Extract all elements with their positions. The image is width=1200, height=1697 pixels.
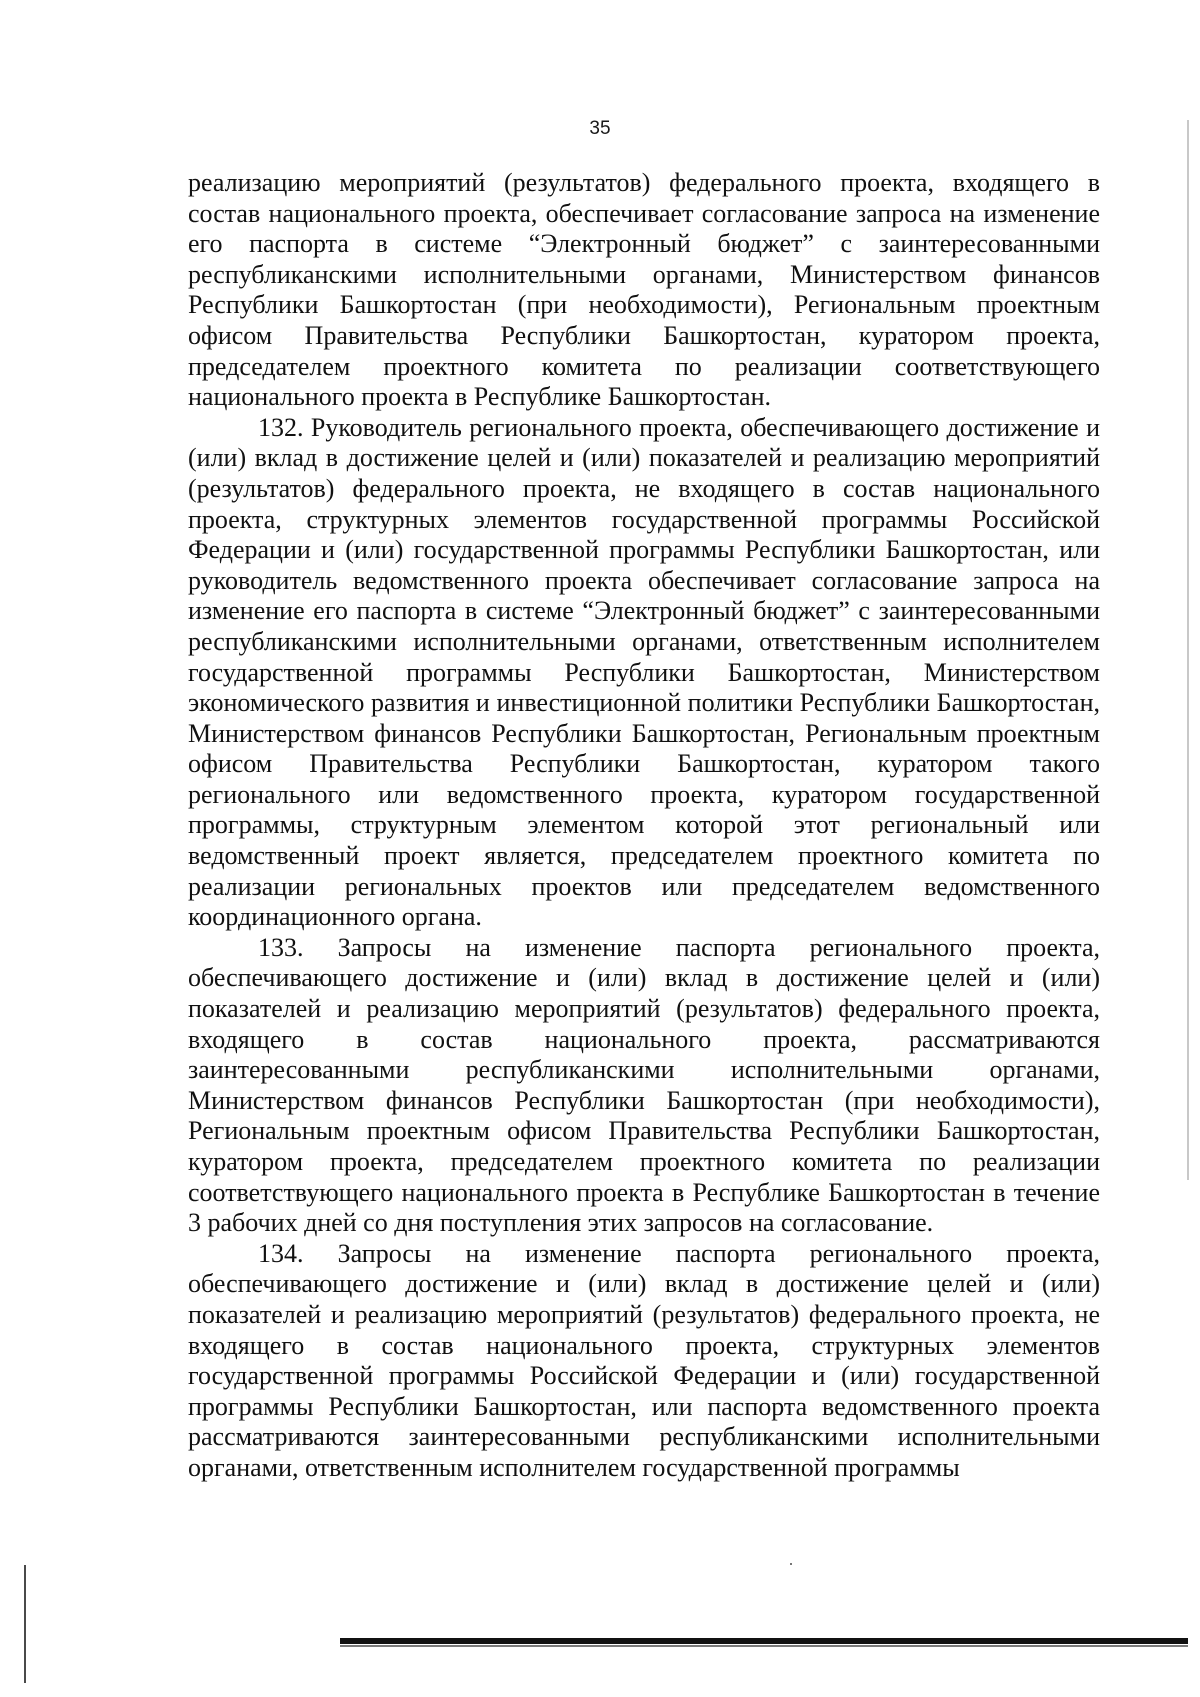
scan-edge-right [1187,120,1189,1180]
paragraph-134: 134. Запросы на изменение паспорта регионального проекта, обеспечивающего достижение и (или) вклад в достижение целей и (или) показателей и реализацию мероприятий (результатов) федерального проекта, не входящего в состав национального проекта, структурных элементов государственной программы Российской Федерации и (или) государственной программы Республики Башкортостан, или паспорта ведомственного проекта рассматриваются заинтересованными республиканскими исполнительными органами, ответственным исполнителем государственной программы [188,1238,1100,1482]
document-body [188,168,1100,1484]
paragraph-continuation: реализацию мероприятий (результатов) федерального проекта, входящего в состав национального проекта, обеспечивает согласование запроса на изменение его паспорта в системе “Электронный бюджет” с заинтересованными республиканскими исполнительными органами, Министерством финансов Республики Башкортостан (при необходимости), Региональным проектным офисом Правительства Республики Башкортостан, куратором проекта, председателем проектного комитета по реализации соответствующего национального проекта в Республике Башкортостан. [188,168,1100,412]
scan-speck [790,1563,792,1565]
paragraph-133: 133. Запросы на изменение паспорта регионального проекта, обеспечивающего достижение и (или) вклад в достижение целей и (или) показателей и реализацию мероприятий (результатов) федерального проекта, входящего в состав национального проекта, рассматриваются заинтересованными республиканскими исполнительными органами, Министерством финансов Республики Башкортостан (при необходимости), Региональным проектным офисом Правительства Республики Башкортостан, куратором проекта, председателем проектного комитета по реализации соответствующего национального проекта в Республике Башкортостан в течение 3 рабочих дней со дня поступления этих запросов на согласование. [188,932,1100,1238]
paragraph-132: 132. Руководитель регионального проекта, обеспечивающего достижение и (или) вклад в достижение целей и (или) показателей и реализацию мероприятий (результатов) федерального проекта, не входящего в состав национального проекта, структурных элементов государственной программы Российской Федерации и (или) государственной программы Республики Башкортостан, или руководитель ведомственного проекта обеспечивает согласование запроса на изменение его паспорта в системе “Электронный бюджет” с заинтересованными республиканскими исполнительными органами, ответственным исполнителем государственной программы Республики Башкортостан, Министерством экономического развития и инвестиционной политики Республики Башкортостан, Министерством финансов Республики Башкортостан, Региональным проектным офисом Правительства Республики Башкортостан, куратором такого регионального или ведомственного проекта, куратором государственной программы, структурным элементом которой этот региональный или ведомственный проект является, председателем проектного комитета по реализации региональных проектов или председателем ведомственного координационного органа. [188,412,1100,932]
scan-edge-bottom [340,1638,1188,1644]
scan-edge-left [24,1565,26,1683]
page-number: 35 [589,118,611,139]
scan-edge-bottom-shadow [340,1645,1188,1647]
